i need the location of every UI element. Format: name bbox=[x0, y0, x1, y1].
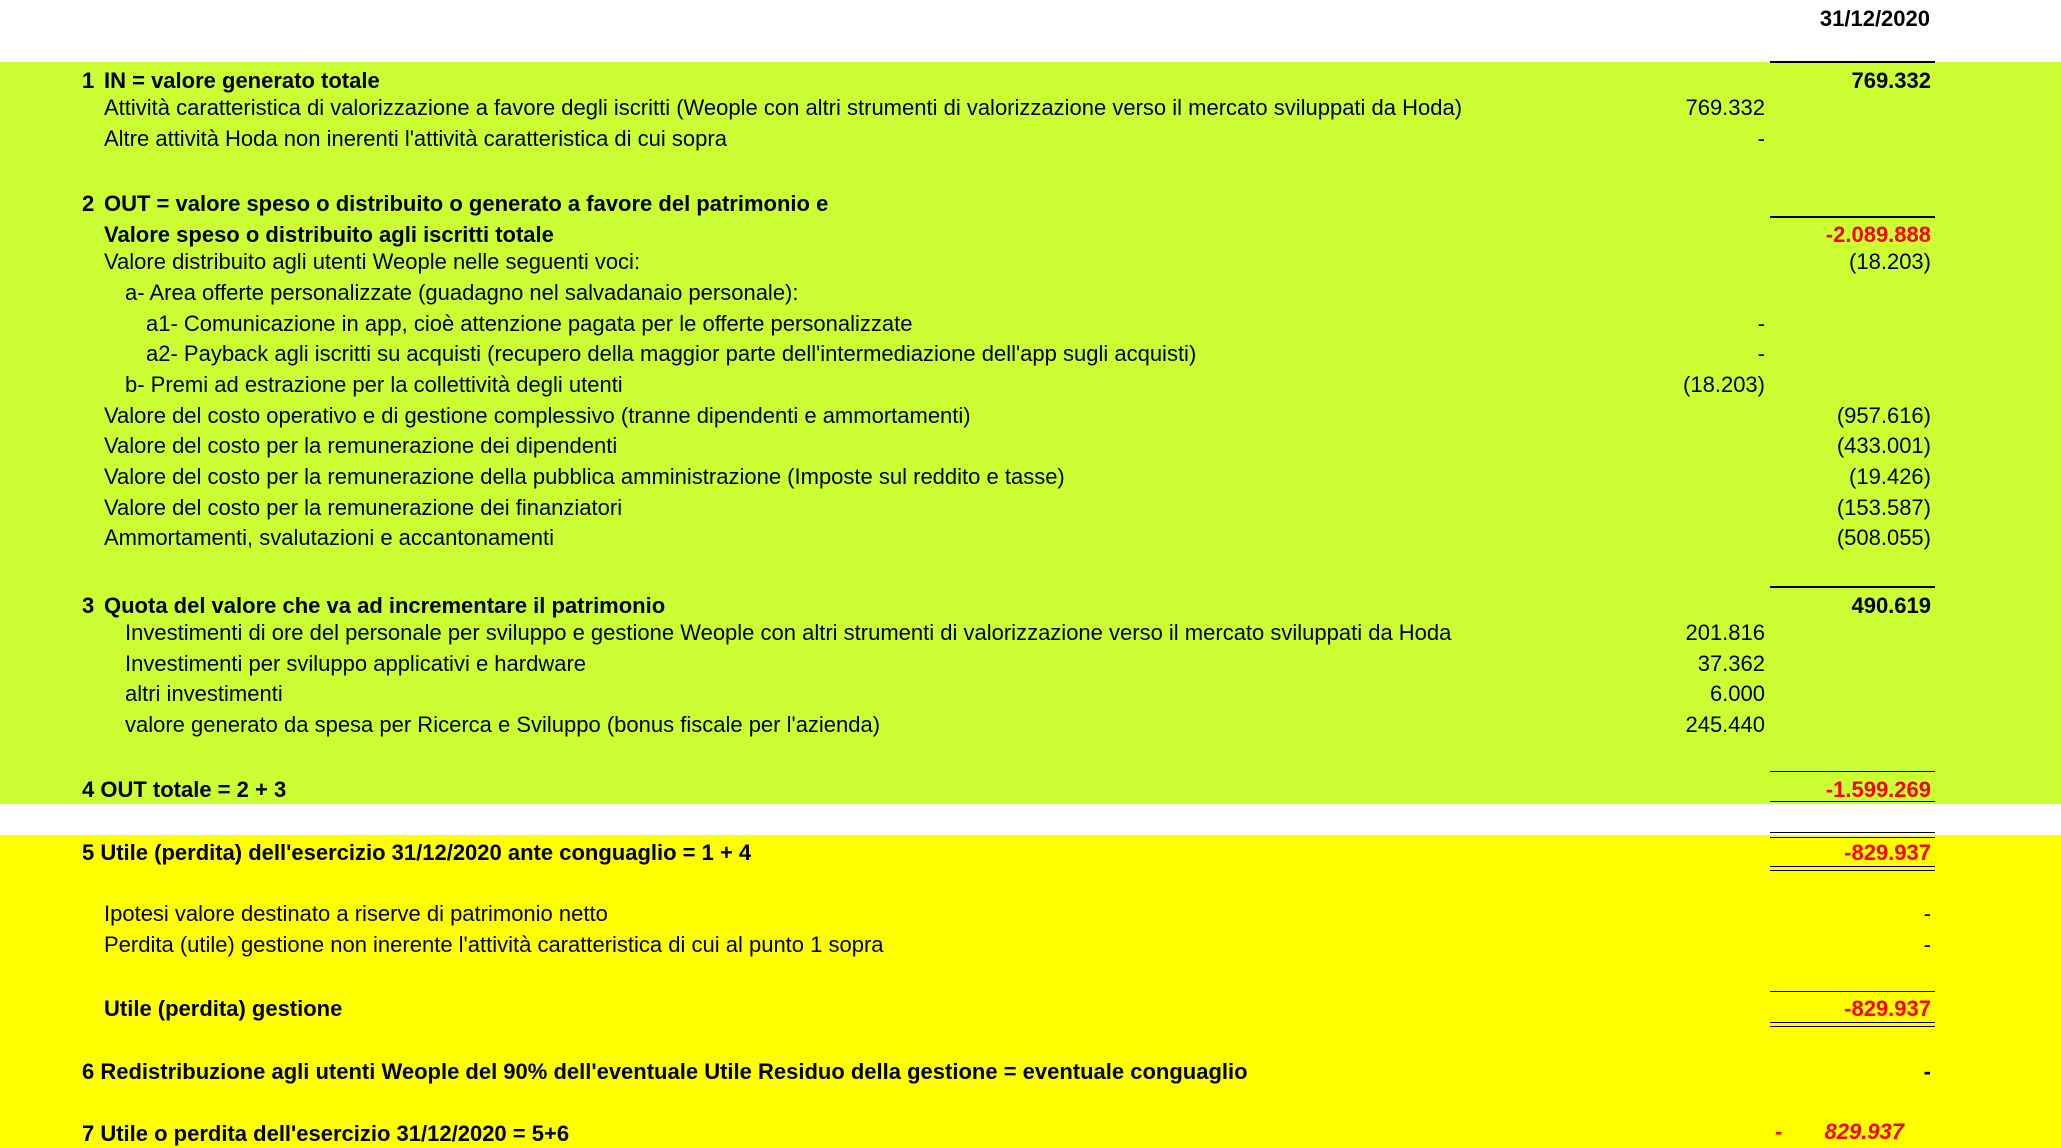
section-1-number: 1 bbox=[82, 68, 95, 93]
section-1-item-label: Altre attività Hoda non inerenti l'attività caratteristica di cui sopra bbox=[104, 126, 727, 151]
section-6-value: - bbox=[1923, 1059, 1931, 1084]
cost-value: (19.426) bbox=[1849, 464, 1931, 489]
cost-value: (433.001) bbox=[1836, 433, 1931, 458]
a2-label: a2- Payback agli iscritti su acquisti (recupero della maggior parte dell'intermediazione dell'app sugli acquisti) bbox=[146, 341, 1197, 366]
section-5-rule-top bbox=[1770, 832, 1935, 833]
a1-label: a1- Comunicazione in app, cioè attenzione pagata per le offerte personalizzate bbox=[146, 311, 913, 336]
section-3-item-label: Investimenti di ore del personale per sviluppo e gestione Weople con altri strumenti di valorizzazione verso il mercato sviluppati da Hoda bbox=[125, 620, 1452, 645]
gestione-underline-2 bbox=[1770, 1026, 1935, 1027]
section-6-title: 6 Redistribuzione agli utenti Weople del 90% dell'eventuale Utile Residuo della gestione = eventuale conguaglio bbox=[82, 1059, 1248, 1084]
distributed-label: Valore distribuito agli utenti Weople nelle seguenti voci: bbox=[104, 249, 641, 274]
section-5-item-value: - bbox=[1923, 901, 1931, 926]
section-3-item-value: 201.816 bbox=[1685, 620, 1765, 645]
section-4-total: -1.599.269 bbox=[1825, 777, 1931, 802]
cost-value: (153.587) bbox=[1836, 495, 1931, 520]
section-1-total: 769.332 bbox=[1851, 68, 1931, 93]
section-5-rule-top-2 bbox=[1770, 837, 1935, 838]
section-2-subtitle: Valore speso o distribuito agli iscritti totale bbox=[104, 222, 554, 247]
section-7-value: 829.937 bbox=[1824, 1119, 1904, 1144]
a1-value: - bbox=[1757, 311, 1765, 336]
cost-label: Ammortamenti, svalutazioni e accantonamenti bbox=[104, 525, 554, 550]
gestione-label: Utile (perdita) gestione bbox=[104, 996, 343, 1021]
section-7-sign: - bbox=[1775, 1119, 1783, 1144]
section-3-item-label: altri investimenti bbox=[125, 681, 283, 706]
gestione-rule bbox=[1770, 991, 1935, 992]
section-3-item-value: 6.000 bbox=[1709, 681, 1765, 706]
section-2-title: OUT = valore speso o distribuito o generato a favore del patrimonio e bbox=[104, 191, 829, 216]
area-a-label: a- Area offerte personalizzate (guadagno nel salvadanaio personale): bbox=[125, 280, 799, 305]
a2-value: - bbox=[1757, 341, 1765, 366]
distributed-value: (18.203) bbox=[1849, 249, 1931, 274]
header-rule bbox=[1770, 61, 1935, 63]
section-3-item-label: valore generato da spesa per Ricerca e Sviluppo (bonus fiscale per l'azienda) bbox=[125, 712, 881, 737]
section-2-number: 2 bbox=[82, 191, 95, 216]
section-4-rule bbox=[1770, 771, 1935, 772]
section-5-item-label: Ipotesi valore destinato a riserve di patrimonio netto bbox=[104, 901, 608, 926]
section-3-number: 3 bbox=[82, 593, 95, 618]
gestione-value: -829.937 bbox=[1844, 996, 1931, 1021]
section-background-yellow bbox=[0, 835, 2061, 1148]
section-1-item-label: Attività caratteristica di valorizzazione a favore degli iscritti (Weople con altri strumenti di valorizzazione verso il mercato sviluppati da Hoda) bbox=[104, 95, 1463, 120]
column-header-date: 31/12/2020 bbox=[1819, 6, 1930, 31]
section-3-title: Quota del valore che va ad incrementare il patrimonio bbox=[104, 593, 666, 618]
section-3-item-value: 37.362 bbox=[1697, 651, 1765, 676]
section-1-title: IN = valore generato totale bbox=[104, 68, 380, 93]
cost-label: Valore del costo per la remunerazione dei finanziatori bbox=[104, 495, 623, 520]
section-5-underline-2 bbox=[1770, 870, 1935, 871]
cost-value: (957.616) bbox=[1836, 403, 1931, 428]
section-5-total: -829.937 bbox=[1844, 840, 1931, 865]
section-2-total: -2.089.888 bbox=[1825, 222, 1931, 247]
b-label: b- Premi ad estrazione per la collettività degli utenti bbox=[125, 372, 623, 397]
section-1-item-value: 769.332 bbox=[1685, 95, 1765, 120]
section-7-title: 7 Utile o perdita dell'esercizio 31/12/2020 = 5+6 bbox=[82, 1121, 570, 1146]
section-3-item-label: Investimenti per sviluppo applicativi e hardware bbox=[125, 651, 587, 676]
cost-value: (508.055) bbox=[1836, 525, 1931, 550]
section-5-title: 5 Utile (perdita) dell'esercizio 31/12/2020 ante conguaglio = 1 + 4 bbox=[82, 840, 752, 865]
section-3-total: 490.619 bbox=[1851, 593, 1931, 618]
section-4-title: 4 OUT totale = 2 + 3 bbox=[82, 777, 287, 802]
section-5-item-label: Perdita (utile) gestione non inerente l'attività caratteristica di cui al punto 1 sopra bbox=[104, 932, 884, 957]
cost-label: Valore del costo per la remunerazione della pubblica amministrazione (Imposte sul reddito e tasse) bbox=[104, 464, 1065, 489]
b-value: (18.203) bbox=[1683, 372, 1765, 397]
section-3-rule bbox=[1770, 586, 1935, 588]
section-5-item-value: - bbox=[1923, 932, 1931, 957]
cost-label: Valore del costo per la remunerazione dei dipendenti bbox=[104, 433, 618, 458]
section-4-underline bbox=[1770, 801, 1935, 802]
section-5-underline bbox=[1770, 866, 1935, 867]
section-1-item-value: - bbox=[1757, 126, 1765, 151]
cost-label: Valore del costo operativo e di gestione complessivo (tranne dipendenti e ammortamenti) bbox=[104, 403, 971, 428]
gestione-underline bbox=[1770, 1022, 1935, 1023]
section-2-rule bbox=[1770, 216, 1935, 218]
section-3-item-value: 245.440 bbox=[1685, 712, 1765, 737]
